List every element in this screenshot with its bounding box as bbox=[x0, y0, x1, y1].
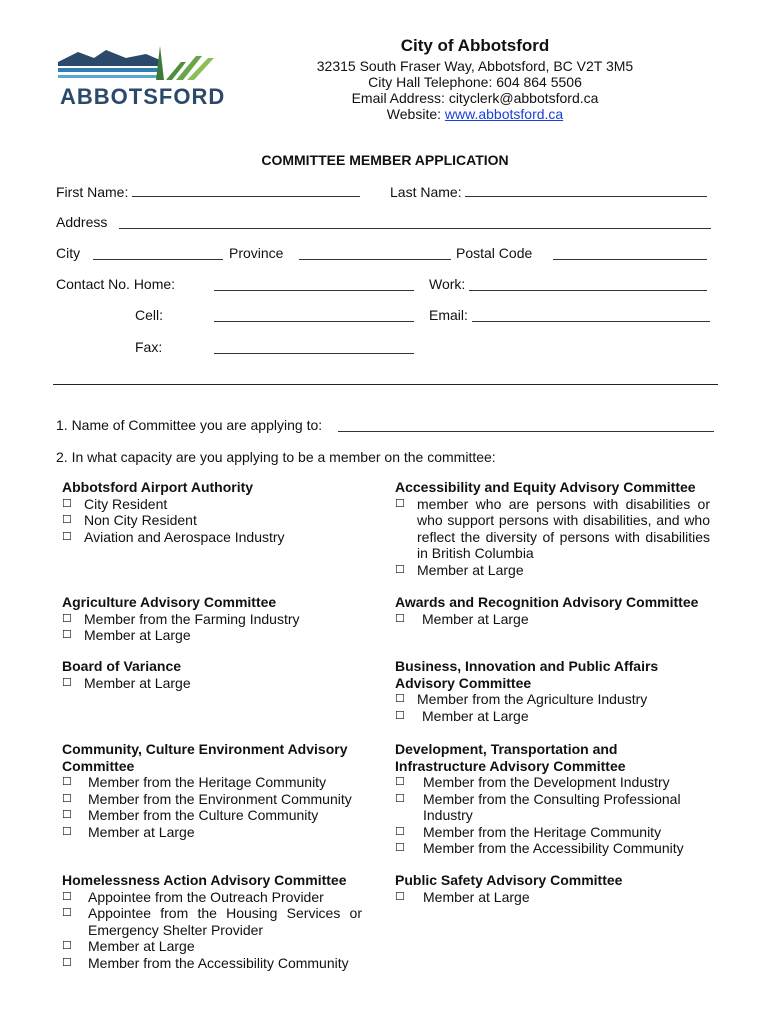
committee-airport bbox=[62, 479, 362, 545]
email-input[interactable] bbox=[472, 308, 710, 322]
postal-code-label: Postal Code bbox=[456, 245, 533, 261]
option-item[interactable]: ☐ Member at Large bbox=[62, 674, 191, 691]
option-item[interactable]: ☐ Member from the Accessibility Community bbox=[62, 954, 349, 971]
checkbox-icon[interactable]: ☐ bbox=[62, 825, 72, 838]
checkbox-icon[interactable]: ☐ bbox=[395, 825, 405, 838]
committee-business bbox=[395, 658, 710, 724]
work-label: Work: bbox=[429, 276, 466, 292]
fax-input[interactable] bbox=[214, 340, 414, 354]
first-name-label: First Name: bbox=[56, 184, 129, 200]
checkbox-icon[interactable]: ☐ bbox=[62, 514, 72, 526]
water-stripe bbox=[58, 68, 162, 72]
committee-title: Development, Transportation and bbox=[395, 741, 618, 757]
checkbox-icon[interactable]: ☐ bbox=[395, 693, 405, 705]
checkbox-icon[interactable]: ☐ bbox=[395, 709, 405, 722]
city-address: 32315 South Fraser Way, Abbotsford, BC V2T 3M5 bbox=[316, 58, 634, 74]
checkbox-icon[interactable]: ☐ bbox=[395, 776, 405, 788]
logo-text: ABBOTSFORD bbox=[60, 84, 226, 109]
option-item[interactable]: ☐ Member from the Development Industry bbox=[395, 774, 670, 790]
option-item[interactable]: ☐ Member at Large bbox=[395, 707, 529, 724]
option-item[interactable]: ☐ Member at Large bbox=[62, 627, 191, 643]
option-item[interactable]: ☐ Member at Large bbox=[395, 888, 530, 905]
option-item[interactable]: ☐ Member at Large bbox=[395, 610, 529, 627]
committee-title: Public Safety Advisory Committee bbox=[395, 872, 623, 888]
contact-home-label: Contact No. Home: bbox=[56, 276, 176, 292]
last-name-input[interactable] bbox=[465, 183, 707, 197]
checkbox-icon[interactable]: ☐ bbox=[62, 629, 72, 641]
committee-title: Agriculture Advisory Committee bbox=[62, 594, 277, 610]
form-title: COMMITTEE MEMBER APPLICATION bbox=[261, 152, 509, 168]
committee-title: Homelessness Action Advisory Committee bbox=[62, 872, 347, 888]
email-label: Email: bbox=[429, 307, 468, 323]
committee-title: Infrastructure Advisory Committee bbox=[395, 757, 626, 774]
option-item[interactable]: ☐ Non City Resident bbox=[62, 512, 197, 528]
committee-title: Abbotsford Airport Authority bbox=[62, 479, 254, 495]
water-stripe bbox=[58, 75, 162, 78]
checkbox-icon[interactable]: ☐ bbox=[62, 809, 72, 821]
checkbox-icon[interactable]: ☐ bbox=[62, 497, 72, 510]
checkbox-icon[interactable]: ☐ bbox=[62, 956, 72, 969]
option-item[interactable]: ☐ Member from the Environment Community bbox=[62, 790, 352, 807]
checkbox-icon[interactable]: ☐ bbox=[395, 563, 405, 576]
mountain-shape bbox=[58, 50, 160, 66]
committee-homelessness bbox=[62, 872, 362, 971]
committee-awards bbox=[395, 594, 710, 627]
checkbox-icon[interactable]: ☐ bbox=[62, 776, 72, 788]
first-name-field bbox=[56, 183, 360, 200]
checkbox-icon[interactable]: ☐ bbox=[395, 842, 405, 854]
committee-title: Awards and Recognition Advisory Committee bbox=[395, 594, 699, 610]
committee-title: Board of Variance bbox=[62, 658, 182, 674]
option-item[interactable]: ☐ Appointee from the Housing Services or Emergency Shelter Provider bbox=[62, 905, 362, 938]
checkbox-icon[interactable]: ☐ bbox=[62, 890, 72, 903]
checkbox-icon[interactable]: ☐ bbox=[395, 890, 405, 903]
option-item[interactable]: ☐ Member at Large bbox=[62, 938, 195, 954]
committee-title: Advisory Committee bbox=[395, 674, 532, 691]
option-item[interactable]: ☐ Member from the Agriculture Industry bbox=[395, 691, 648, 707]
checkbox-icon[interactable]: ☐ bbox=[395, 792, 405, 805]
city-email: Email Address: cityclerk@abbotsford.ca bbox=[351, 90, 599, 106]
option-item[interactable]: ☐ member who are persons with disabilities or who support persons with disabilities, and who reflect the diversity of persons with disabilities in British Columbia bbox=[395, 495, 710, 561]
committee-development bbox=[395, 741, 710, 857]
checkbox-icon[interactable]: ☐ bbox=[62, 907, 72, 919]
option-item[interactable]: ☐ Aviation and Aerospace Industry bbox=[62, 528, 285, 545]
committee-safety bbox=[395, 872, 710, 905]
first-name-input[interactable] bbox=[132, 183, 360, 197]
checkbox-icon[interactable]: ☐ bbox=[62, 612, 72, 625]
work-phone-input[interactable] bbox=[469, 277, 707, 291]
last-name-label: Last Name: bbox=[390, 184, 462, 200]
checkbox-icon[interactable]: ☐ bbox=[62, 676, 72, 689]
option-item[interactable]: ☐ Member from the Heritage Community bbox=[62, 774, 327, 790]
divider bbox=[53, 384, 718, 385]
province-input[interactable] bbox=[299, 246, 451, 260]
option-item[interactable]: ☐ Member from the Farming Industry bbox=[62, 610, 300, 627]
committee-community bbox=[62, 741, 362, 840]
checkbox-icon[interactable]: ☐ bbox=[395, 497, 405, 510]
committee-title: Community, Culture Environment Advisory bbox=[62, 741, 348, 757]
city-website: Website: www.abbotsford.ca bbox=[386, 106, 564, 122]
committee-variance bbox=[62, 658, 362, 691]
home-phone-input[interactable] bbox=[214, 277, 414, 291]
option-item[interactable]: ☐ Appointee from the Outreach Provider bbox=[62, 888, 324, 905]
checkbox-icon[interactable]: ☐ bbox=[395, 612, 405, 625]
city-phone: City Hall Telephone: 604 864 5506 bbox=[368, 74, 582, 90]
option-item[interactable]: ☐ Member from the Accessibility Community bbox=[395, 840, 684, 856]
option-item[interactable]: ☐ Member from the Consulting Professional Industry bbox=[395, 790, 681, 823]
postal-code-input[interactable] bbox=[553, 246, 707, 260]
committee-agriculture bbox=[62, 594, 362, 644]
option-item[interactable]: ☐ City Resident bbox=[62, 495, 168, 512]
option-item[interactable]: ☐ Member from the Heritage Community bbox=[395, 823, 662, 840]
committee-name-input[interactable] bbox=[338, 418, 714, 432]
cell-label: Cell: bbox=[135, 307, 164, 323]
committee-title: Accessibility and Equity Advisory Committee bbox=[395, 479, 696, 495]
option-item[interactable]: ☐ Member from the Culture Community bbox=[62, 807, 319, 823]
cell-phone-input[interactable] bbox=[214, 308, 414, 322]
last-name-field bbox=[390, 183, 707, 200]
checkbox-icon[interactable]: ☐ bbox=[62, 530, 72, 543]
address-input[interactable] bbox=[119, 215, 711, 229]
city-input[interactable] bbox=[93, 246, 223, 260]
website-link[interactable]: www.abbotsford.ca bbox=[444, 106, 564, 122]
committee-title: Committee bbox=[62, 757, 135, 774]
question-2: 2. In what capacity are you applying to be a member on the committee: bbox=[56, 449, 496, 465]
committee-accessibility bbox=[395, 479, 710, 578]
address-label: Address bbox=[56, 214, 108, 230]
city-title: City of Abbotsford bbox=[400, 36, 550, 55]
checkbox-icon[interactable]: ☐ bbox=[62, 792, 72, 805]
option-item[interactable]: ☐ Member at Large bbox=[395, 561, 524, 578]
province-label: Province bbox=[229, 245, 284, 261]
option-item[interactable]: ☐ Member at Large bbox=[62, 823, 195, 840]
checkbox-icon[interactable]: ☐ bbox=[62, 940, 72, 952]
committee-title: Business, Innovation and Public Affairs bbox=[395, 658, 659, 674]
city-label: City bbox=[56, 245, 81, 261]
question-1: 1. Name of Committee you are applying to: bbox=[56, 417, 323, 433]
fax-label: Fax: bbox=[135, 339, 163, 355]
